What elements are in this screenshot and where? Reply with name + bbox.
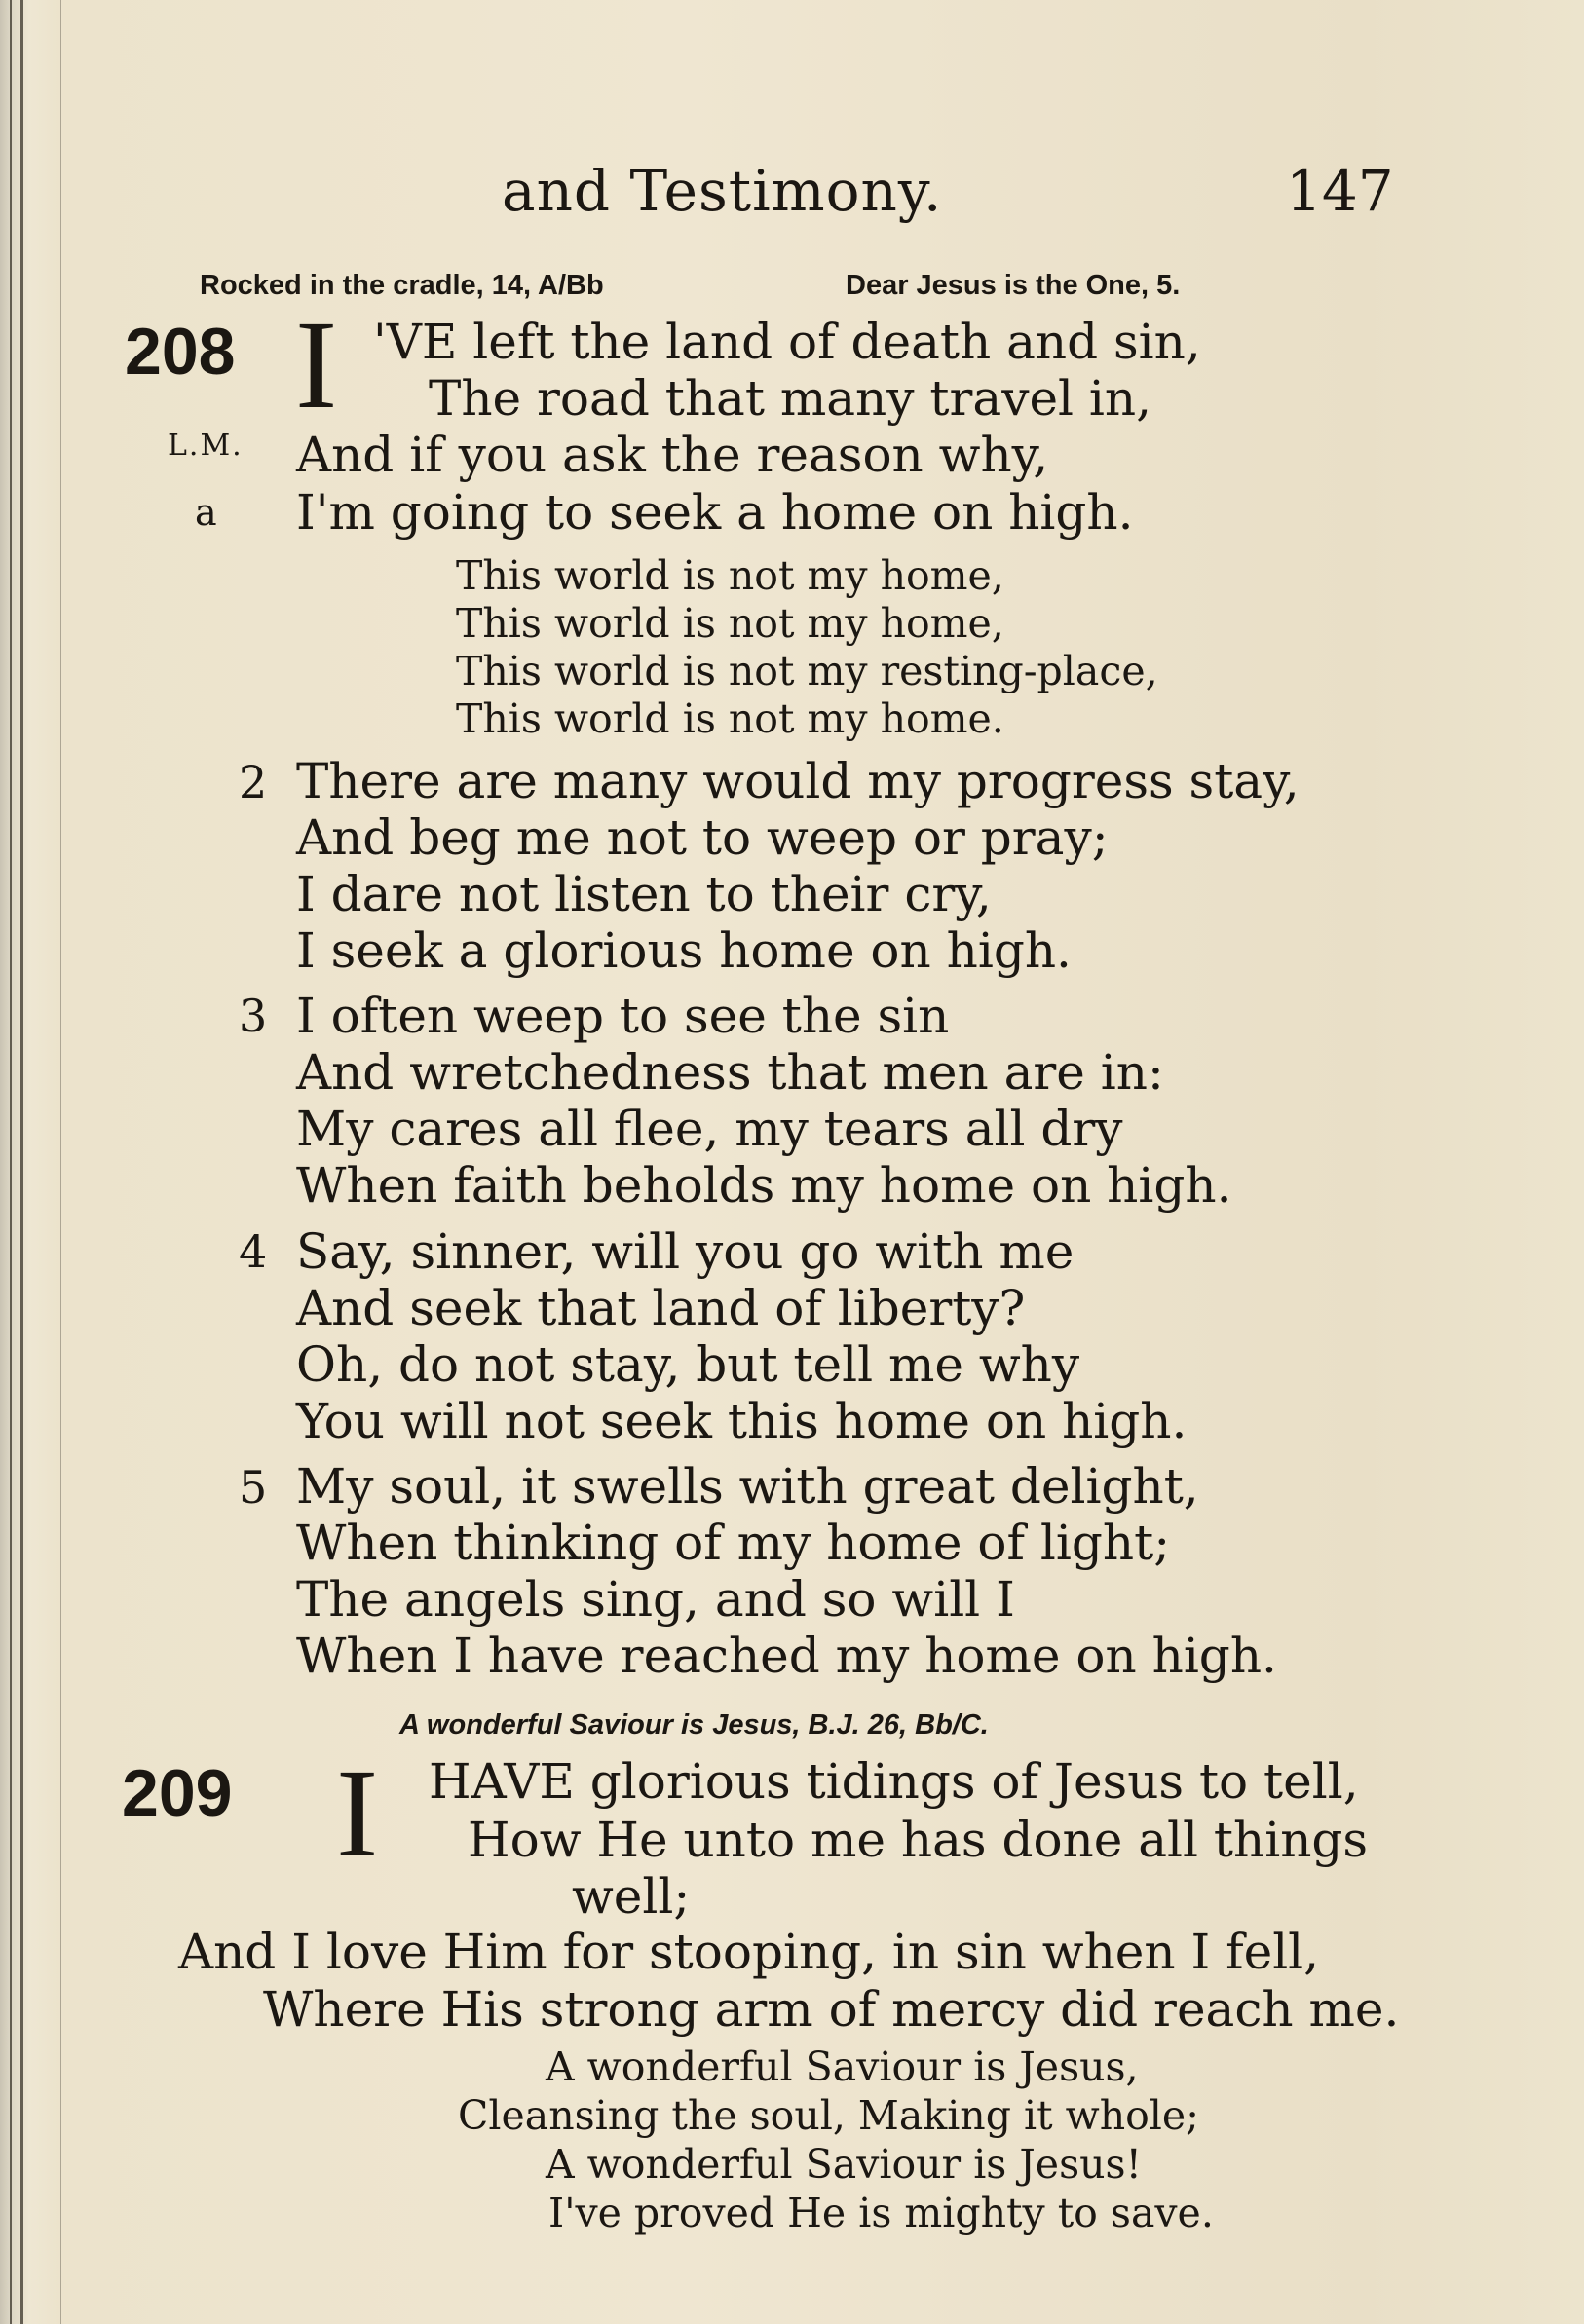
binding-edge-inner [20, 0, 23, 2324]
hymn-208-line-4: I'm going to seek a home on high. [296, 484, 1134, 541]
verse-line: The angels sing, and so will I [296, 1571, 1015, 1628]
verse-line: And seek that land of liberty? [296, 1280, 1026, 1336]
verse-number: 4 [239, 1225, 268, 1278]
verse-line: You will not seek this home on high. [296, 1393, 1188, 1449]
verse-line: I dare not listen to their cry, [296, 866, 992, 922]
verse-line: When thinking of my home of light; [296, 1515, 1171, 1571]
hymn-208-tune-ref-right: Dear Jesus is the One, 5. [846, 270, 1181, 301]
hymn-209-chorus-line-4: I've proved He is mighty to save. [548, 2190, 1214, 2236]
verse-number: 5 [239, 1461, 268, 1514]
verse-line: When faith beholds my home on high. [296, 1157, 1232, 1214]
verse-line: There are many would my progress stay, [296, 753, 1300, 809]
hymn-208-chorus-line-4: This world is not my home. [456, 695, 1004, 742]
verse-line: My cares all flee, my tears all dry [296, 1101, 1123, 1157]
hymn-209-line-4: And I love Him for stooping, in sin when I fell, [178, 1924, 1320, 1980]
hymn-209-dropcap: I [336, 1743, 379, 1884]
verse-line: Say, sinner, will you go with me [296, 1223, 1075, 1280]
hymn-208-chorus-line-3: This world is not my resting-place, [456, 648, 1158, 694]
hymn-209-line-3: well; [572, 1868, 691, 1925]
hymn-209-chorus-line-3: A wonderful Saviour is Jesus! [546, 2141, 1143, 2188]
hymn-208-first-line: 'VE left the land of death and sin, [373, 314, 1201, 370]
verse-number: 2 [239, 756, 268, 808]
hymn-208-key: a [195, 491, 217, 534]
hymn-208-tune-ref-left: Rocked in the cradle, 14, A/Bb [200, 270, 604, 301]
hymn-208-meter: L.M. [168, 429, 244, 463]
verse-number: 3 [239, 990, 268, 1042]
verse-line: I often weep to see the sin [296, 988, 950, 1044]
hymn-209-chorus-line-1: A wonderful Saviour is Jesus, [546, 2043, 1139, 2090]
hymn-209-line-2: How He unto me has done all things [468, 1812, 1369, 1868]
binding-edge [10, 0, 12, 2324]
verse-line: And wretchedness that men are in: [296, 1044, 1164, 1101]
verse-line: My soul, it swells with great delight, [296, 1458, 1199, 1515]
hymn-209-line-5: Where His strong arm of mercy did reach me. [263, 1981, 1400, 2038]
verse-line: I seek a glorious home on high. [296, 922, 1072, 979]
hymn-208-chorus-line-2: This world is not my home, [456, 600, 1004, 647]
hymn-208-number: 208 [125, 315, 236, 389]
hymn-208-dropcap: I [295, 295, 338, 435]
hymn-208-line-2: The road that many travel in, [429, 370, 1152, 427]
verse-line: Oh, do not stay, but tell me why [296, 1336, 1080, 1393]
hymn-209-chorus-line-2: Cleansing the soul, Making it whole; [458, 2092, 1199, 2139]
hymn-208-chorus-line-1: This world is not my home, [456, 552, 1004, 599]
hymn-209-number: 209 [122, 1756, 233, 1830]
hymn-209-tune-ref: A wonderful Saviour is Jesus, B.J. 26, Bb/C. [399, 1709, 989, 1741]
verse-line: When I have reached my home on high. [296, 1628, 1277, 1684]
page-crease [60, 0, 61, 2324]
page-number: 147 [1286, 158, 1394, 224]
verse-line: And beg me not to weep or pray; [296, 809, 1109, 866]
running-header-title: and Testimony. [502, 158, 943, 224]
hymn-208-line-3: And if you ask the reason why, [296, 427, 1049, 483]
hymn-209-first-line: HAVE glorious tidings of Jesus to tell, [429, 1753, 1359, 1810]
